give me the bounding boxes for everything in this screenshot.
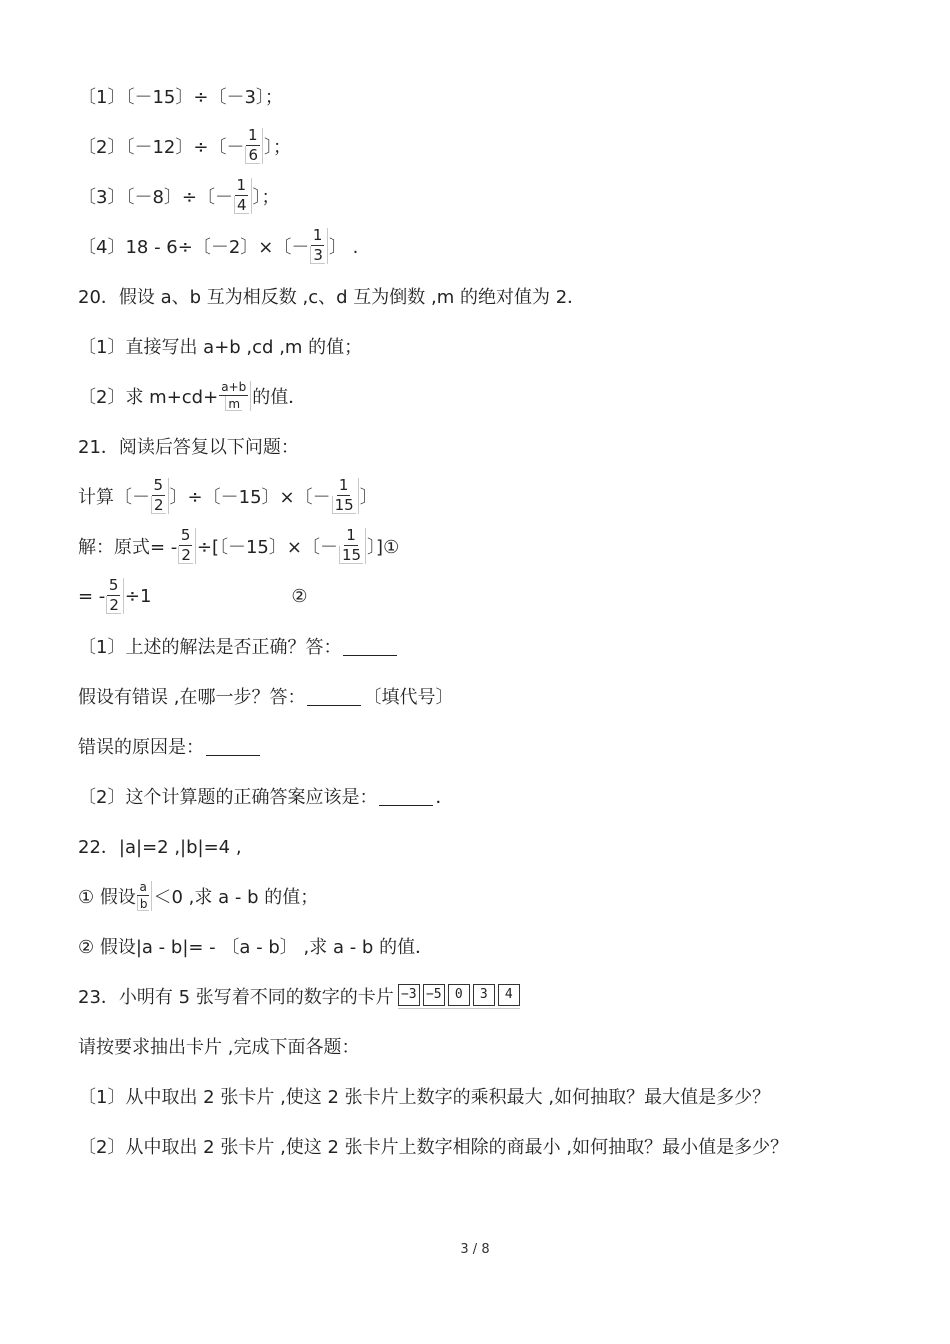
fraction (219, 381, 251, 411)
fraction-numerator: 5 (108, 576, 119, 594)
q23-part1-text: 〔1〕从中取出 2 张卡片 ,使这 2 张卡片上数字的乘积最大 ,如何抽取？最大值是多少？ (78, 1087, 771, 1108)
fraction-denominator: 2 (151, 496, 166, 514)
q21-calc-text-c: 〕 (359, 487, 378, 508)
q20-part1 (78, 326, 362, 366)
answer-blank[interactable] (343, 637, 397, 656)
number-card: −5 (423, 984, 445, 1006)
q19-part3-text-b: 〕； (252, 187, 280, 208)
q19-part2 (78, 126, 291, 166)
fraction (234, 178, 252, 214)
q21-sol1-text-b: ÷[〔－15〕×〔－ (196, 537, 338, 558)
fraction-denominator: 15 (332, 496, 356, 514)
number-card: 3 (473, 984, 495, 1006)
q21-sol2-step-marker: ② (291, 585, 308, 607)
q21-sol1-text-a: 解：原式= - (78, 537, 178, 558)
fraction (310, 228, 328, 264)
fraction (245, 128, 263, 164)
q19-part3 (78, 176, 280, 216)
fraction-denominator: 15 (339, 546, 363, 564)
q21-ask1-text: 〔1〕上述的解法是否正确？答： (78, 637, 342, 658)
answer-blank[interactable] (379, 787, 433, 806)
fraction-numerator: 5 (180, 526, 191, 544)
q23-part2 (78, 1126, 788, 1166)
fraction (332, 478, 359, 514)
q19-part1-text: 〔1〕〔－15〕÷〔－3〕； (78, 87, 283, 108)
q21-ask3-text: 错误的原因是： (78, 737, 204, 758)
q23-instruction-text: 请按要求抽出卡片 ,完成下面各题： (78, 1037, 360, 1058)
fraction-numerator: 1 (346, 526, 356, 544)
fraction-denominator: 4 (234, 196, 249, 214)
q22-stem-text: 22．|a|=2 ,|b|=4 , (78, 837, 242, 858)
fraction-numerator: 1 (247, 126, 258, 144)
fraction-numerator: 1 (312, 226, 323, 244)
number-card: 0 (448, 984, 470, 1006)
q20-part1-text: 〔1〕直接写出 a+b ,cd ,m 的值； (78, 337, 363, 358)
q23-stem (78, 976, 520, 1016)
q20-part2-text-b: 的值． (252, 387, 307, 408)
q23-instruction (78, 1026, 359, 1066)
fraction (339, 528, 366, 564)
q21-calc-text-a: 计算〔－ (78, 487, 150, 508)
q22-part2-text: ② 假设|a - b|= - 〔a - b〕 ,求 a - b 的值． (78, 937, 434, 958)
fraction-numerator: 1 (236, 176, 247, 194)
fraction-denominator: 2 (106, 596, 121, 614)
q21-sol1-text-c: 〕]① (367, 537, 400, 558)
fraction (106, 578, 124, 614)
q21-solution-step2 (78, 576, 308, 616)
fraction-numerator: 5 (153, 476, 164, 494)
fraction-numerator: a (139, 880, 147, 894)
q22-stem (78, 826, 242, 866)
q19-part2-text-a: 〔2〕〔－12〕÷〔－ (78, 137, 245, 158)
number-card: −3 (398, 984, 420, 1006)
answer-blank[interactable] (307, 687, 361, 706)
q21-ask2 (78, 676, 453, 716)
q21-stem (78, 426, 299, 466)
q20-part2-text-a: 〔2〕求 m+cd+ (78, 387, 219, 408)
q19-part4-text-b: 〕 . (328, 237, 359, 258)
fraction-denominator: m (225, 396, 242, 411)
q21-ask3 (78, 726, 262, 766)
q21-calc-text-b: 〕÷〔－15〕×〔－ (169, 487, 331, 508)
q22-part1-text-b: ＜0 ,求 a - b 的值； (153, 887, 319, 908)
q23-part2-text: 〔2〕从中取出 2 张卡片 ,使这 2 张卡片上数字相除的商最小 ,如何抽取？最小值是多少？ (78, 1137, 789, 1158)
q20-stem (78, 276, 585, 316)
q19-part3-text-a: 〔3〕〔－8〕÷〔－ (78, 187, 233, 208)
q21-ask4-text-a: 〔2〕这个计算题的正确答案应该是： (78, 787, 378, 808)
fraction-denominator: b (137, 896, 150, 911)
fraction (178, 528, 196, 564)
q21-sol2-text-a: = - (78, 585, 106, 607)
q21-ask4-text-b: ． (435, 787, 454, 808)
q19-part4 (78, 226, 358, 266)
q23-stem-text: 23．小明有 5 张写着不同的数字的卡片 (78, 987, 394, 1008)
q22-part2 (78, 926, 433, 966)
q21-ask2-text-a: 假设有错误 ,在哪一步？答： (78, 687, 306, 708)
q21-ask1 (78, 626, 399, 666)
page-number: 3 / 8 (460, 1242, 490, 1257)
fraction-denominator: 2 (178, 546, 193, 564)
fraction-denominator: 3 (310, 246, 325, 264)
q21-solution-step1 (78, 526, 399, 566)
q20-stem-text: 20．假设 a、b 互为相反数 ,c、d 互为倒数 ,m 的绝对值为 2． (78, 287, 586, 308)
fraction (137, 881, 153, 911)
number-card: 4 (498, 984, 520, 1006)
q21-calc (78, 476, 378, 516)
q19-part1 (78, 76, 283, 116)
q22-part1-text-a: ① 假设 (78, 887, 136, 908)
answer-blank[interactable] (206, 737, 260, 756)
fraction (151, 478, 169, 514)
q21-sol2-text-b: ÷1 (124, 585, 152, 607)
fraction-numerator: 1 (338, 476, 349, 494)
q21-stem-text: 21．阅读后答复以下问题： (78, 437, 299, 458)
q20-part2 (78, 376, 306, 416)
q23-part1 (78, 1076, 770, 1116)
q19-part2-text-b: 〕； (264, 137, 291, 158)
q22-part1 (78, 876, 318, 916)
fraction-denominator: 6 (245, 146, 260, 164)
fraction-numerator: a+b (221, 380, 247, 394)
q21-ask4 (78, 776, 453, 816)
q19-part4-text-a: 〔4〕18 - 6÷〔－2〕×〔－ (78, 237, 310, 258)
number-cards (398, 984, 520, 1009)
q21-ask2-text-b: 〔填代号〕 (363, 687, 454, 708)
